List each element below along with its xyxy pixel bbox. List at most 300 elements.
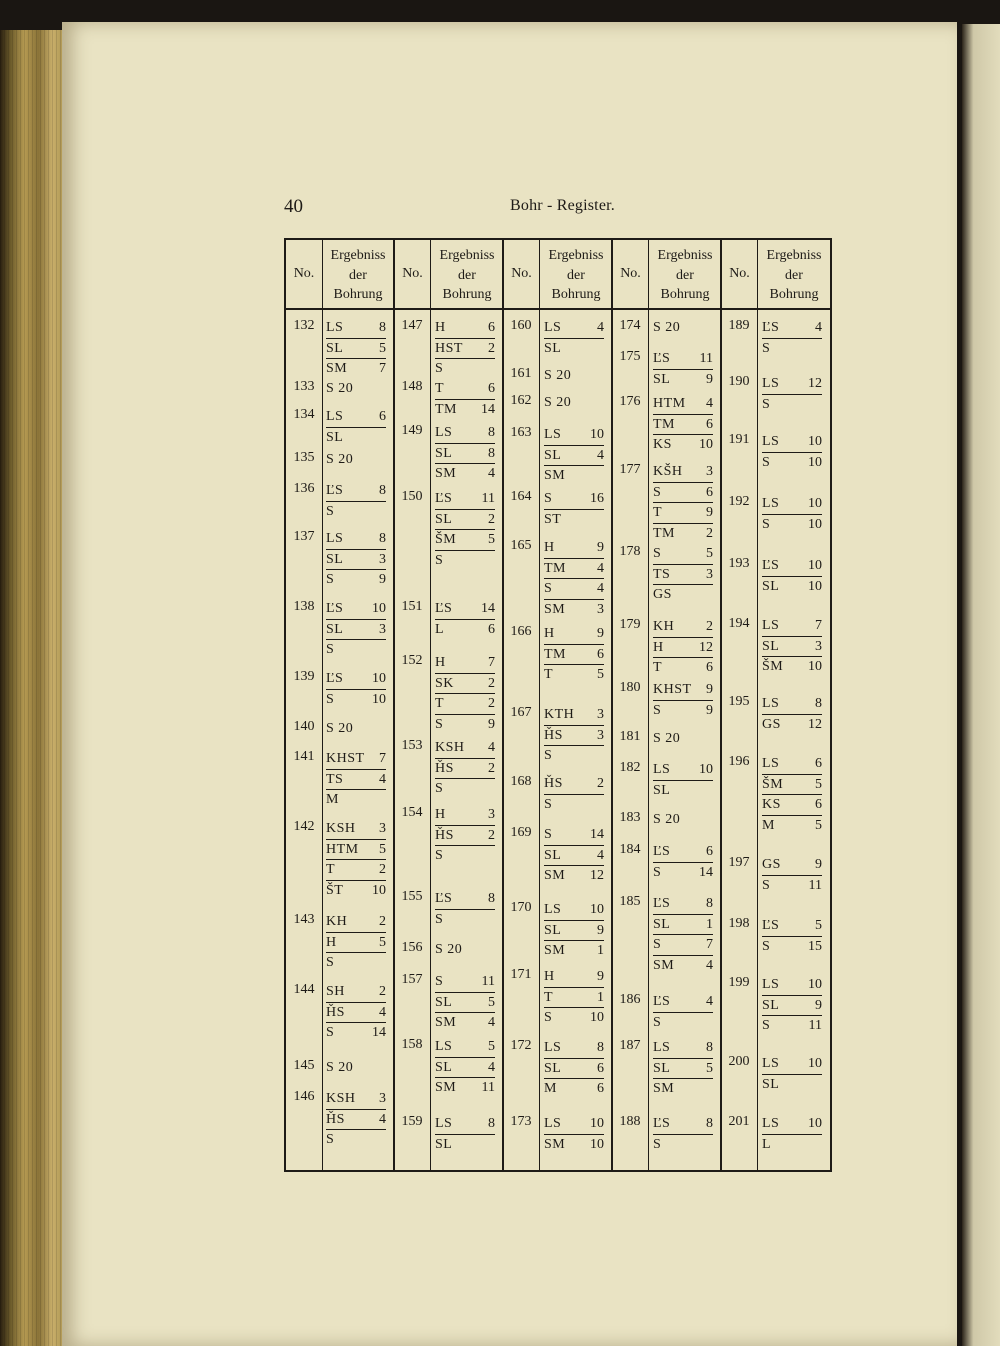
bore-number: 160	[510, 318, 532, 333]
result-layer	[544, 940, 604, 961]
layer-code: SL	[326, 551, 344, 567]
layer-code: SL	[544, 847, 562, 863]
bore-number: 171	[510, 967, 532, 982]
layer-value: 10	[808, 558, 822, 573]
result-layer	[435, 693, 495, 714]
bore-result	[326, 407, 386, 447]
bore-result	[435, 940, 495, 960]
result-layer	[544, 920, 604, 941]
layer-value: 8	[379, 320, 386, 335]
layer-value: 2	[488, 511, 495, 527]
layer-code: H	[435, 807, 446, 822]
bore-result	[435, 1114, 495, 1154]
result-layer	[653, 780, 713, 801]
layer-code: M	[544, 1081, 557, 1096]
result-layer	[544, 1007, 604, 1028]
layer-code: S 20	[653, 731, 681, 746]
bore-number: 141	[293, 749, 315, 764]
result-layer	[326, 789, 386, 810]
bore-number: 152	[401, 653, 423, 668]
result-layer	[435, 889, 495, 909]
bore-result	[435, 489, 495, 570]
layer-value: 10	[808, 1116, 822, 1131]
layer-code: L	[435, 621, 445, 637]
column-rule	[648, 240, 649, 1170]
layer-code: S	[326, 691, 335, 707]
result-layer	[762, 1134, 822, 1155]
result-layer	[653, 1114, 713, 1134]
layer-code: S 20	[326, 381, 354, 396]
layer-code: ĽS	[653, 896, 671, 911]
header-no: No.	[620, 266, 641, 281]
result-layer	[326, 912, 386, 932]
layer-code: KHST	[326, 751, 365, 766]
layer-value: 11	[481, 491, 495, 506]
layer-code: T	[544, 989, 554, 1005]
bore-number: 173	[510, 1114, 532, 1129]
layer-code: SL	[762, 997, 780, 1013]
result-layer	[762, 855, 822, 875]
layer-value: 4	[597, 320, 604, 335]
layer-code: S	[653, 864, 662, 880]
result-layer	[435, 778, 495, 799]
result-layer	[435, 653, 495, 673]
layer-code: ĽS	[653, 1116, 671, 1131]
layer-code: ĽS	[653, 351, 671, 366]
bore-number: 161	[510, 366, 532, 381]
layer-code: SL	[435, 1059, 453, 1075]
layer-value: 2	[488, 827, 495, 843]
result-layer	[762, 514, 822, 535]
bore-number: 183	[619, 810, 641, 825]
layer-value: 6	[706, 416, 713, 432]
header-no: No.	[511, 266, 532, 281]
bore-number: 139	[293, 669, 315, 684]
layer-code: KS	[653, 437, 672, 452]
layer-code: KSH	[435, 740, 465, 755]
result-layer	[435, 443, 495, 464]
layer-code: LS	[762, 618, 780, 633]
layer-code: T	[435, 381, 445, 396]
layer-code: KTH	[544, 707, 575, 722]
bore-result	[653, 617, 713, 678]
layer-value: 4	[488, 1059, 495, 1075]
layer-value: 6	[706, 844, 713, 859]
layer-code: SH	[326, 984, 345, 999]
result-layer	[326, 819, 386, 839]
layer-code: LS	[544, 320, 562, 335]
result-layer	[326, 719, 386, 739]
result-layer	[544, 1114, 604, 1134]
layer-code: SL	[544, 447, 562, 463]
result-layer	[762, 318, 822, 338]
result-layer	[326, 982, 386, 1002]
layer-code: T	[653, 505, 663, 520]
layer-code: T	[544, 667, 554, 682]
layer-value: 10	[808, 659, 822, 674]
layer-value: 1	[597, 989, 604, 1005]
bore-result	[653, 394, 713, 455]
layer-code: SK	[435, 675, 454, 691]
bore-number: 167	[510, 705, 532, 720]
page-number: 40	[284, 196, 303, 217]
result-layer	[326, 859, 386, 880]
layer-code: LS	[544, 1116, 562, 1131]
layer-code: S	[762, 516, 771, 532]
result-layer	[326, 669, 386, 689]
result-layer	[544, 794, 604, 815]
header-result	[431, 246, 503, 305]
layer-value: 4	[597, 560, 604, 576]
bore-result	[326, 819, 386, 900]
result-layer	[435, 423, 495, 443]
layer-value: 10	[808, 434, 822, 449]
layer-value: 4	[706, 994, 713, 1009]
layer-code: SL	[762, 1076, 780, 1092]
result-layer	[435, 1037, 495, 1057]
result-layer	[653, 1078, 713, 1099]
bore-result	[544, 774, 604, 814]
result-layer	[544, 578, 604, 599]
layer-value: 12	[590, 868, 604, 883]
bore-number: 180	[619, 680, 641, 695]
bore-number: 188	[619, 1114, 641, 1129]
result-layer	[653, 862, 713, 883]
bore-result	[326, 749, 386, 810]
result-layer	[544, 445, 604, 466]
layer-value: 3	[379, 821, 386, 836]
result-layer	[653, 1038, 713, 1058]
bore-result	[326, 599, 386, 660]
result-layer	[435, 358, 495, 379]
layer-value: 5	[815, 817, 822, 833]
layer-code: ȞS	[544, 776, 563, 791]
header-result	[649, 246, 721, 305]
layer-value: 3	[597, 707, 604, 722]
result-layer	[326, 952, 386, 973]
layer-value: 8	[488, 425, 495, 440]
result-layer	[544, 725, 604, 746]
layer-code: LS	[435, 425, 453, 440]
layer-value: 10	[808, 977, 822, 992]
result-layer	[762, 394, 822, 415]
result-layer	[435, 940, 495, 960]
layer-value: 4	[379, 771, 386, 787]
result-layer	[326, 318, 386, 338]
layer-value: 10	[808, 1056, 822, 1071]
bore-number: 145	[293, 1058, 315, 1073]
result-layer	[544, 825, 604, 845]
column-rule	[757, 240, 758, 1170]
layer-code: S 20	[544, 368, 572, 383]
layer-code: ĽS	[762, 918, 780, 933]
header-no: No.	[402, 266, 423, 281]
bore-number: 166	[510, 624, 532, 639]
layer-value: 10	[808, 578, 822, 594]
bore-result	[653, 894, 713, 975]
result-layer	[435, 1134, 495, 1155]
layer-value: 9	[815, 857, 822, 872]
layer-code: ĽS	[435, 491, 453, 506]
layer-code: LS	[762, 376, 780, 391]
layer-value: 8	[597, 1040, 604, 1055]
bore-number: 187	[619, 1038, 641, 1053]
layer-value: 10	[808, 454, 822, 470]
header-result-line: Ergebniss	[439, 248, 495, 263]
bore-number: 158	[401, 1037, 423, 1052]
result-layer	[326, 619, 386, 640]
layer-code: LS	[762, 434, 780, 449]
bore-result	[653, 810, 713, 830]
bore-result	[653, 842, 713, 882]
result-layer	[653, 414, 713, 435]
layer-code: SL	[544, 1060, 562, 1076]
layer-value: 6	[597, 646, 604, 662]
layer-value: 10	[590, 1010, 604, 1025]
result-layer	[762, 374, 822, 394]
bore-number: 178	[619, 544, 641, 559]
layer-value: 3	[488, 807, 495, 822]
result-layer	[326, 932, 386, 953]
result-layer	[762, 576, 822, 597]
result-layer	[544, 865, 604, 886]
layer-code: S	[762, 454, 771, 470]
layer-value: 5	[488, 994, 495, 1010]
result-layer	[653, 369, 713, 390]
layer-code: ŠM	[762, 776, 784, 792]
bore-number: 201	[728, 1114, 750, 1129]
layer-code: ȞS	[326, 1111, 345, 1127]
layer-code: ĽS	[435, 601, 453, 616]
result-layer	[435, 399, 495, 420]
result-layer	[762, 616, 822, 636]
bore-number: 162	[510, 393, 532, 408]
bore-number: 181	[619, 729, 641, 744]
result-layer	[653, 617, 713, 637]
result-layer	[762, 694, 822, 714]
result-layer	[326, 501, 386, 522]
result-layer	[544, 599, 604, 620]
layer-code: M	[326, 792, 339, 807]
result-layer	[762, 1074, 822, 1095]
layer-value: 5	[706, 546, 713, 561]
layer-code: S	[435, 716, 444, 732]
layer-code: TM	[544, 560, 566, 576]
header-result-line: der	[785, 267, 803, 283]
bore-result	[762, 556, 822, 596]
layer-code: ĽS	[435, 891, 453, 906]
layer-value: 14	[590, 827, 604, 842]
layer-value: 2	[597, 776, 604, 791]
result-layer	[435, 529, 495, 550]
bore-result	[762, 1114, 822, 1154]
header-result-line: Ergebniss	[657, 248, 713, 263]
layer-value: 6	[379, 409, 386, 424]
layer-code: HTM	[653, 396, 686, 411]
bore-number: 196	[728, 754, 750, 769]
result-layer	[435, 619, 495, 640]
result-layer	[435, 550, 495, 571]
layer-code: LS	[435, 1039, 453, 1054]
layer-code: GS	[762, 716, 781, 732]
result-layer	[435, 992, 495, 1013]
result-layer	[653, 637, 713, 658]
bohr-register-table	[284, 238, 832, 1172]
result-layer	[435, 972, 495, 992]
layer-code: SL	[435, 994, 453, 1010]
result-layer	[326, 1002, 386, 1023]
layer-code: ŠM	[435, 532, 457, 547]
result-layer	[762, 1015, 822, 1036]
layer-value: 10	[808, 516, 822, 532]
layer-code: T	[435, 696, 445, 711]
bore-result	[544, 825, 604, 886]
result-layer	[544, 624, 604, 644]
result-layer	[435, 825, 495, 846]
layer-code: LS	[762, 1056, 780, 1071]
bore-result	[653, 544, 713, 605]
layer-code: S	[762, 877, 771, 893]
result-layer	[762, 1114, 822, 1134]
result-layer	[762, 494, 822, 514]
layer-code: LS	[544, 1040, 562, 1055]
bore-result	[653, 729, 713, 749]
layer-value: 7	[379, 361, 386, 376]
layer-code: S	[435, 974, 444, 989]
bore-result	[762, 855, 822, 895]
bore-result	[435, 738, 495, 799]
result-layer	[435, 1012, 495, 1033]
header-no: No.	[293, 266, 315, 281]
result-layer	[762, 875, 822, 896]
layer-code: S	[762, 938, 771, 954]
bore-number: 177	[619, 462, 641, 477]
bore-number: 153	[401, 738, 423, 753]
result-layer	[435, 845, 495, 866]
header-result-line: Bohrung	[769, 287, 819, 302]
layer-value: 11	[481, 974, 495, 989]
layer-code: S 20	[326, 452, 354, 467]
layer-value: 2	[488, 760, 495, 776]
result-layer	[653, 544, 713, 564]
result-layer	[653, 992, 713, 1012]
layer-code: S 20	[326, 721, 354, 736]
layer-code: S	[326, 1025, 335, 1040]
result-layer	[544, 338, 604, 359]
header-result-line: der	[349, 267, 367, 283]
layer-value: 1	[597, 943, 604, 958]
result-layer	[653, 700, 713, 721]
result-layer	[653, 1058, 713, 1079]
layer-value: 5	[379, 841, 386, 857]
layer-value: 5	[597, 667, 604, 682]
layer-code: SL	[653, 916, 671, 932]
bore-result	[544, 393, 604, 413]
bore-number: 193	[728, 556, 750, 571]
result-layer	[435, 673, 495, 694]
layer-code: LS	[653, 762, 671, 777]
layer-value: 2	[379, 862, 386, 877]
facing-page-edge	[962, 24, 1000, 1346]
bore-result	[544, 1114, 604, 1154]
layer-code: ŠT	[326, 882, 344, 898]
layer-code: S	[544, 748, 553, 763]
result-layer	[326, 1109, 386, 1130]
bore-number: 132	[293, 318, 315, 333]
layer-code: ȞS	[435, 760, 454, 776]
layer-value: 10	[590, 902, 604, 917]
header-result-line: der	[458, 267, 476, 283]
column-rule	[322, 240, 323, 1170]
result-layer	[544, 1038, 604, 1058]
layer-code: T	[326, 862, 336, 877]
result-layer	[326, 427, 386, 448]
result-layer	[435, 909, 495, 930]
result-layer	[544, 845, 604, 866]
bore-number: 135	[293, 450, 315, 465]
layer-code: S	[653, 546, 662, 561]
bore-number: 155	[401, 889, 423, 904]
layer-code: SL	[653, 371, 671, 387]
layer-code: SM	[435, 1015, 457, 1030]
bore-number: 175	[619, 349, 641, 364]
result-layer	[653, 955, 713, 976]
bore-result	[544, 538, 604, 619]
header-result-line: Bohrung	[660, 287, 710, 302]
result-layer	[653, 914, 713, 935]
layer-value: 4	[597, 847, 604, 863]
result-layer	[435, 758, 495, 779]
result-layer	[762, 936, 822, 957]
layer-code: L	[762, 1136, 772, 1152]
layer-value: 4	[488, 1015, 495, 1030]
bore-result	[435, 653, 495, 734]
layer-value: 6	[597, 1060, 604, 1076]
result-layer	[544, 465, 604, 486]
layer-code: TM	[435, 401, 457, 417]
layer-code: S 20	[435, 942, 463, 957]
bore-result	[762, 374, 822, 414]
layer-code: M	[762, 817, 775, 833]
result-layer	[544, 1078, 604, 1099]
layer-value: 8	[488, 445, 495, 461]
bore-number: 138	[293, 599, 315, 614]
result-layer	[544, 509, 604, 530]
layer-value: 15	[808, 938, 822, 954]
layer-value: 10	[699, 437, 713, 452]
layer-value: 4	[815, 320, 822, 335]
bore-result	[435, 972, 495, 1033]
bore-number: 159	[401, 1114, 423, 1129]
layer-code: LS	[762, 696, 780, 711]
layer-value: 6	[706, 660, 713, 675]
bore-number: 143	[293, 912, 315, 927]
bore-result	[326, 379, 386, 399]
layer-value: 4	[706, 396, 713, 411]
layer-code: ĽS	[653, 994, 671, 1009]
layer-code: S	[326, 955, 335, 970]
layer-value: 7	[815, 618, 822, 633]
layer-code: LS	[326, 531, 344, 546]
layer-code: S	[435, 552, 444, 568]
column-rule	[539, 240, 540, 1170]
layer-value: 9	[706, 702, 713, 718]
bore-result	[326, 529, 386, 590]
layer-code: KH	[653, 619, 675, 634]
layer-value: 8	[706, 1116, 713, 1131]
bore-result	[435, 805, 495, 866]
result-layer	[326, 358, 386, 379]
